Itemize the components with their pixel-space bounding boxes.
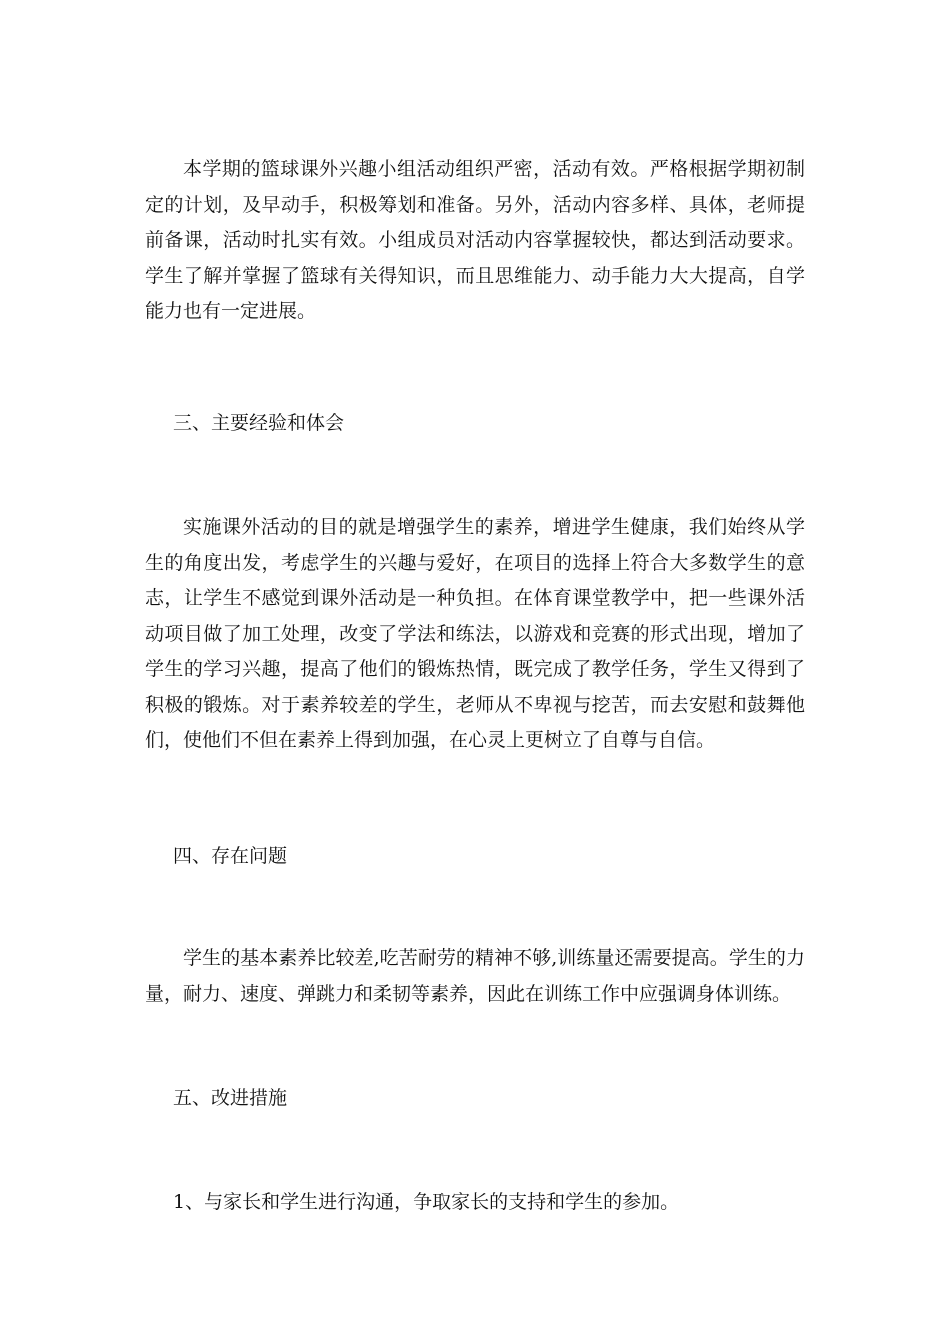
paragraph-problems: 学生的基本素养比较差,吃苦耐劳的精神不够,训练量还需要提高。学生的力量，耐力、速度、弹跳力和柔韧等素养，因此在训练工作中应强调身体训练。 [145,947,805,1005]
paragraph-experience: 实施课外活动的目的就是增强学生的素养，增进学生健康，我们始终从学生的角度出发，考虑学生的兴趣与爱好，在项目的选择上符合大多数学生的意志，让学生不感觉到课外活动是一种负担。在体育课堂教学中，把一些课外活动项目做了加工处理，改变了学法和练法，以游戏和竞赛的形式出现，增加了学生的学习兴趣，提高了他们的锻炼热情，既完成了教学任务，学生又得到了积极的锻炼。对于素养较差的学生，老师从不卑视与挖苦，而去安慰和鼓舞他们，使他们不但在素养上得到加强，在心灵上更树立了自尊与自信。 [145,516,805,751]
paragraph-activity-summary: 本学期的篮球课外兴趣小组活动组织严密，活动有效。严格根据学期初制定的计划，及早动手，积极筹划和准备。另外，活动内容多样、具体，老师提前备课，活动时扎实有效。小组成员对活动内容掌握较快，都达到活动要求。学生了解并掌握了篮球有关得知识，而且思维能力、动手能力大大提高，自学能力也有一定进展。 [145,158,805,322]
section-heading-problems: 四、存在问题 [173,845,288,867]
section-heading-improvements: 五、改进措施 [173,1087,288,1109]
section-heading-experience: 三、主要经验和体会 [173,412,345,434]
improvement-item-1: 1、与家长和学生进行沟通，争取家长的支持和学生的参加。 [173,1191,680,1213]
